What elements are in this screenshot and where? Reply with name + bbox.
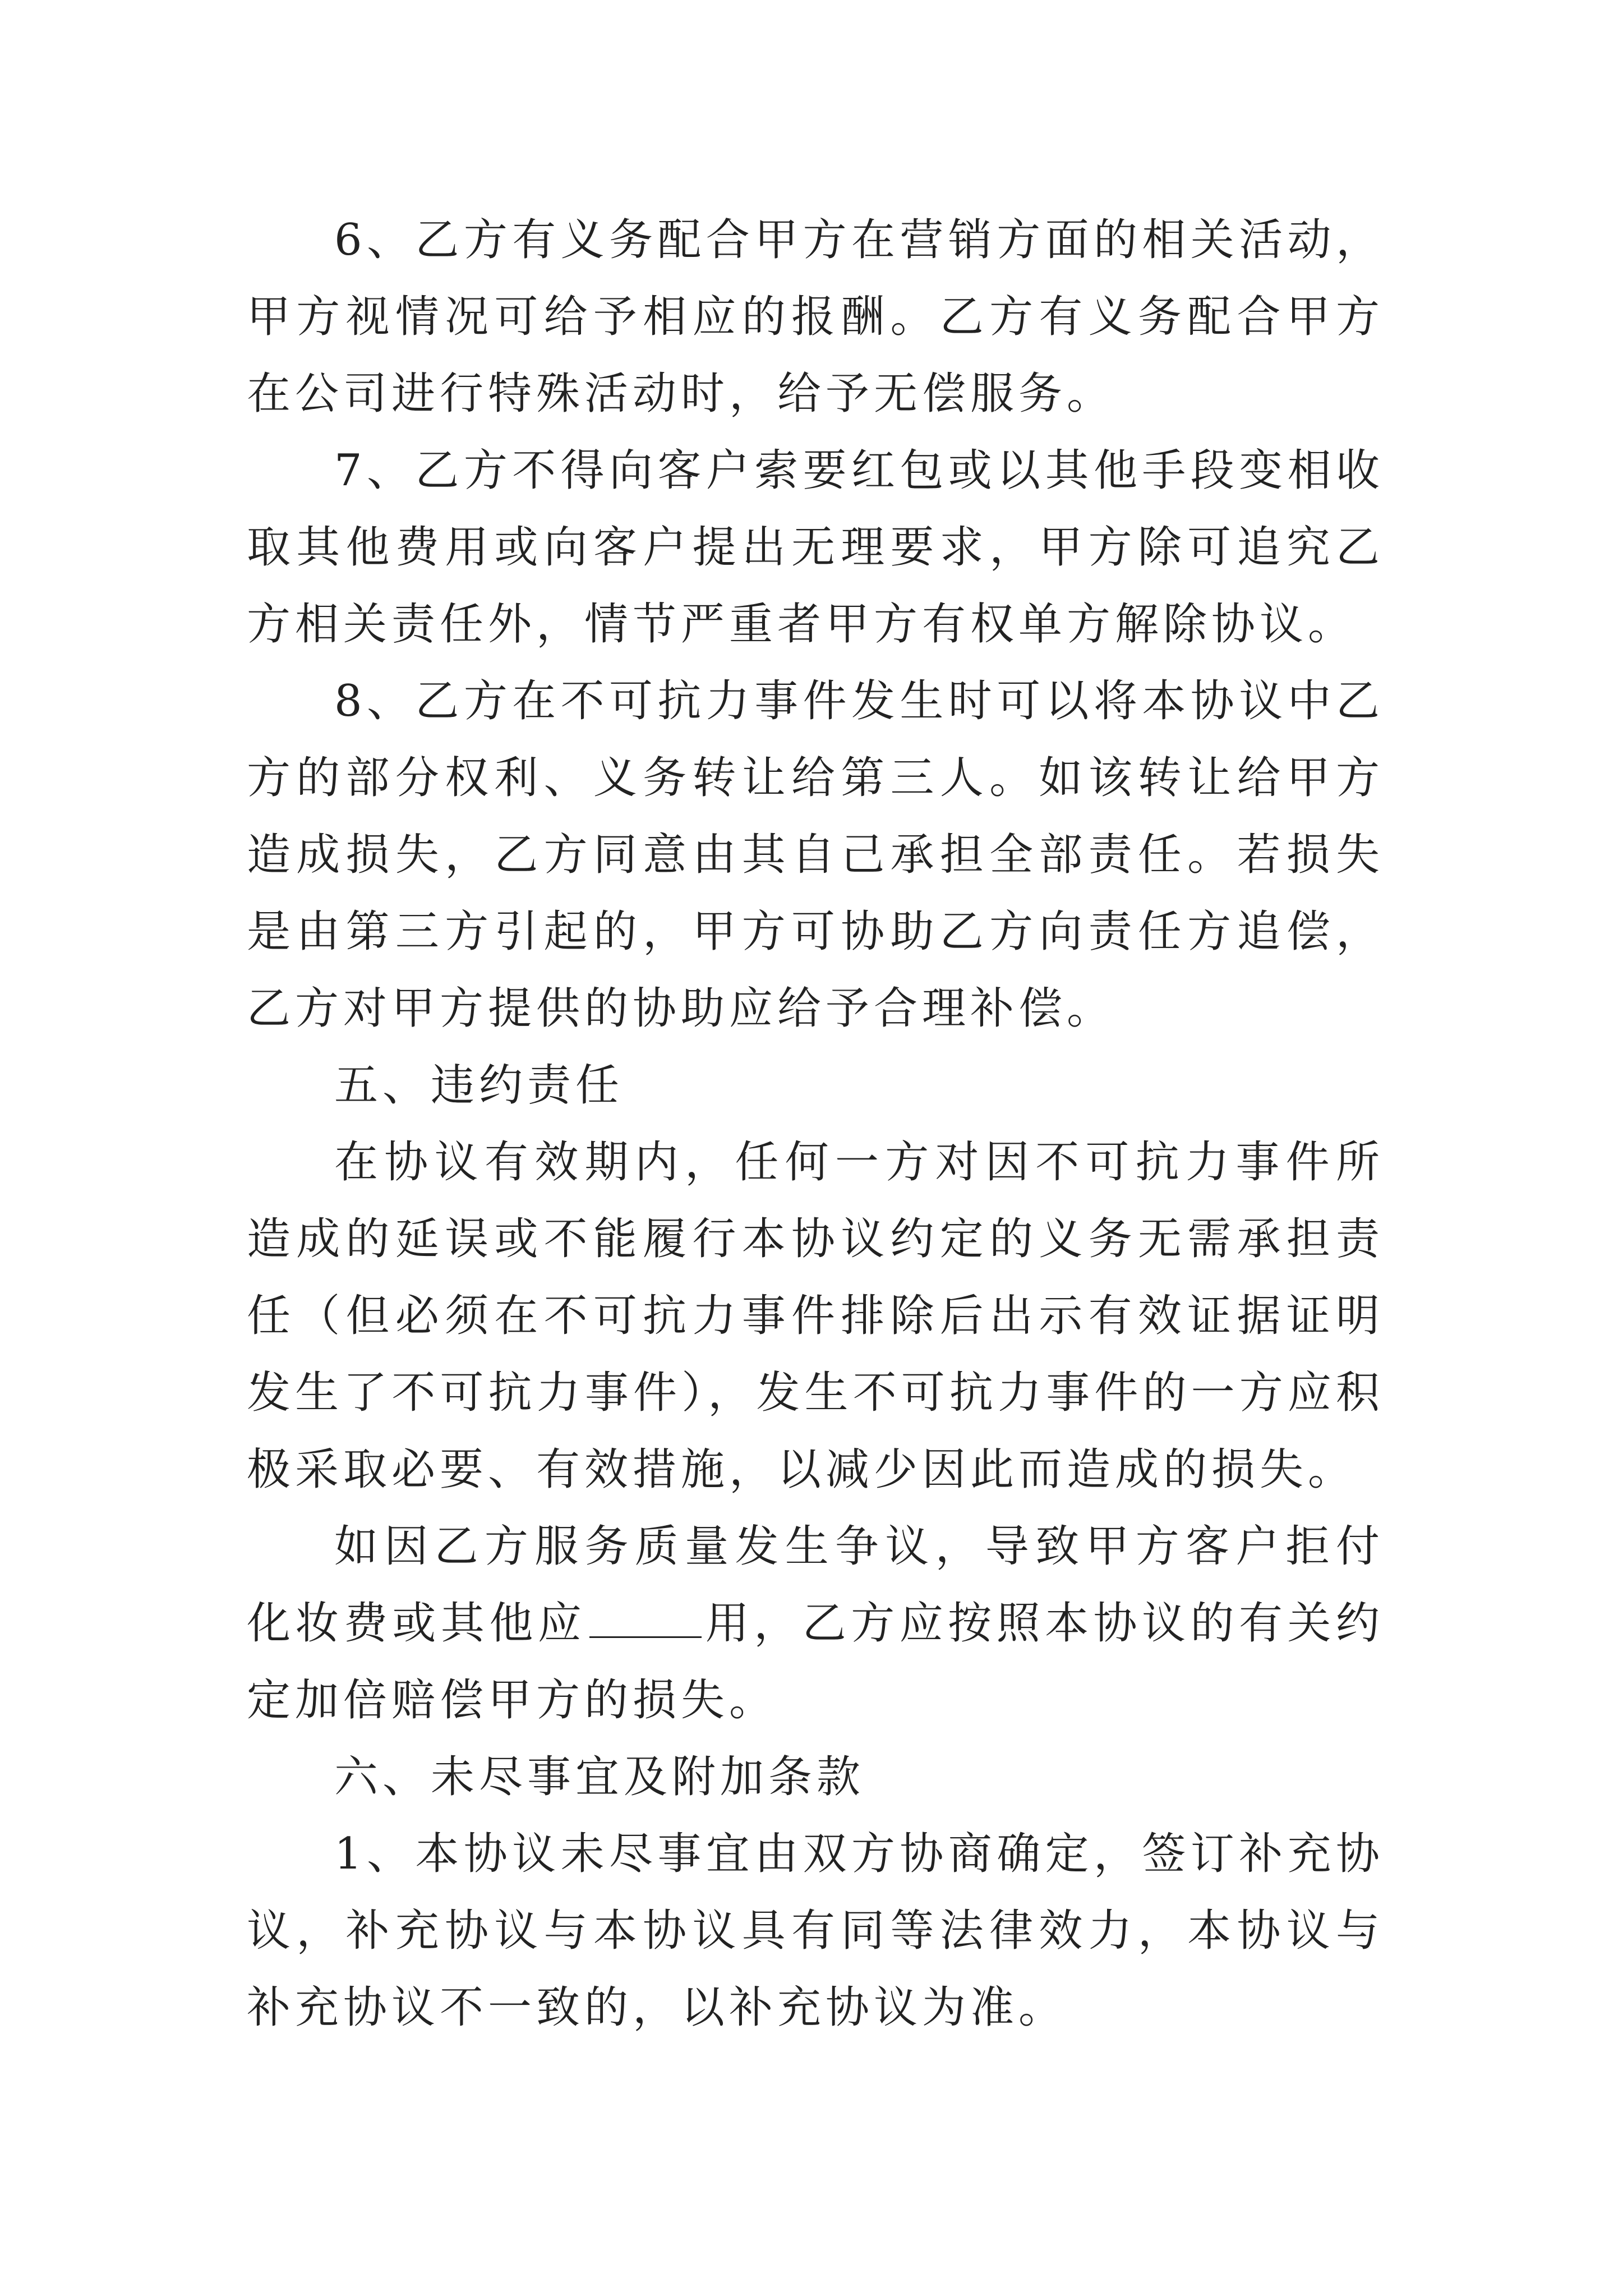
clause-4-8: 8、乙方在不可抗力事件发生时可以将本协议中乙方的部分权利、义务转让给第三人。如该转让给甲方造成损失，乙方同意由其自己承担全部责任。若损失是由第三方引起的，甲方可协助乙方向责任方追偿，乙方对甲方提供的协助应给予合理补偿。 — [247, 676, 1384, 1034]
section-5-para-1: 在协议有效期内，任何一方对因不可抗力事件所造成的延误或不能履行本协议约定的义务无需承担责任（但必须在不可抗力事件排除后出示有效证据证明发生了不可抗力事件），发生不可抗力事件的一方应积极采取必要、有效措施，以减少因此而造成的损失。 — [247, 1137, 1384, 1495]
section-5-para-2-before: 如因乙方服务质量发生争议，导致甲方客户拒付化妆费或其他应 — [247, 1521, 1384, 1649]
document-body — [247, 202, 1384, 2046]
blank-underline — [589, 1597, 702, 1638]
clause-4-6: 6、乙方有义务配合甲方在营销方面的相关活动，甲方视情况可给予相应的报酬。乙方有义务配合甲方在公司进行特殊活动时，给予无偿服务。 — [247, 215, 1384, 419]
section-5-para-2 — [247, 1508, 1384, 1739]
section-5-heading: 五、违约责任 — [334, 1060, 624, 1111]
clause-4-7: 7、乙方不得向客户索要红包或以其他手段变相收取其他费用或向客户提出无理要求，甲方除可追究乙方相关责任外，情节严重者甲方有权单方解除协议。 — [247, 445, 1384, 650]
section-5-para-2-after: 用，乙方应按照本协议的有关约定加倍赔偿甲方的损失。 — [247, 1598, 1384, 1726]
clause-6-1: 1、本协议未尽事宜由双方协商确定，签订补充协议，补充协议与本协议具有同等法律效力，本协议与补充协议不一致的，以补充协议为准。 — [247, 1829, 1384, 2033]
section-6-heading: 六、未尽事宜及附加条款 — [334, 1752, 865, 1802]
